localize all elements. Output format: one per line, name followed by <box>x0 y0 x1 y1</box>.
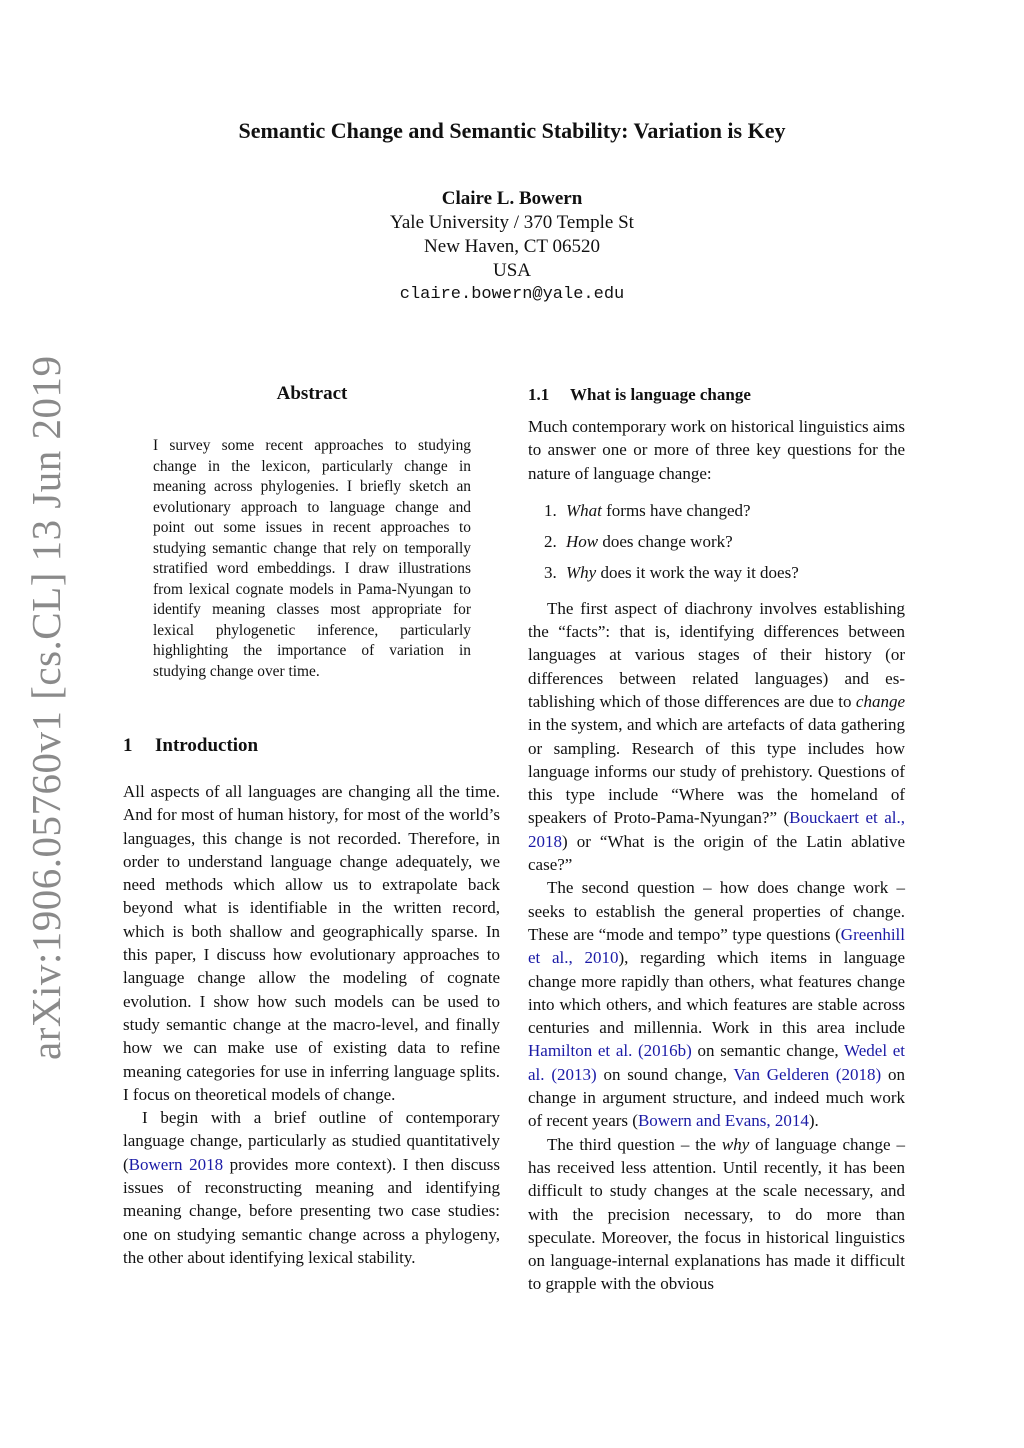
abstract-text: I survey some recent approaches to studying change in the lexicon, particularly change in meaning across phylogenies. I briefly sketch an evolutionary approach to language change and point out some issues in recent approaches to studying semantic change that rely on temporally stratified word embeddings. I draw illustrations from lexical cognate models in Pama-Nyungan to identify meaning classes most appropriate for lexical phylogenetic inference, particularly highlighting the importance of variation in studying change over time. <box>153 437 471 680</box>
text-run: ). <box>808 1111 819 1131</box>
arxiv-watermark: arXiv:1906.05760v1 [cs.CL] 13 Jun 2019 <box>23 355 69 1060</box>
text-run: of language change – has received less attention. Until recently, it has been difficult to study changes at the scale necessary, and with the precision necessary, to do more than speculate. Moreover, the focus in historical linguistics on language-internal explanations has made it difficult to grapple with the obvious <box>528 1134 905 1294</box>
author-email[interactable]: claire.bowern@yale.edu <box>399 285 625 304</box>
section-paragraph-4 <box>528 1133 905 1296</box>
text-run: provides more context). I then discuss issues of reconstructing meaning and identifying meaning change, before presenting two case studies: one on studying semantic change across a phylogeny, the other about identifying lexical stability. <box>123 1154 501 1267</box>
text-run: The third question – the <box>547 1134 722 1154</box>
paper-title: Semantic Change and Semantic Stability: Variation is Key <box>238 118 786 143</box>
text-run: I begin with a brief outline of contemporary language change, particularly as studied quantitatively ( <box>123 1108 500 1174</box>
citation-link[interactable]: Van Gelderen (2018) <box>733 1064 882 1084</box>
section-title: Introduction <box>155 735 259 756</box>
list-number: 1. <box>544 500 557 520</box>
author-city: New Haven, CT 06520 <box>424 236 600 257</box>
author-block <box>0 187 1024 307</box>
emphasis: why <box>721 1134 750 1154</box>
left-column <box>123 734 500 1269</box>
list-text: does it work the way it does? <box>596 563 799 583</box>
list-text: forms have changed? <box>601 500 751 520</box>
list-emphasis: Why <box>566 563 597 583</box>
citation-link[interactable]: Bowern and Evans, 2014 <box>637 1111 809 1131</box>
list-text: does change work? <box>598 532 733 552</box>
text-run: ), regarding which items in language change more rapidly than others, what features change into which others, and which features are stable across centuries and millennia. Work in this area include <box>528 948 905 1038</box>
author-name: Claire L. Bowern <box>441 188 583 209</box>
section-paragraph-1: Much contemporary work on historical linguistics aims to answer one or more of three key questions for the nature of language change: <box>528 417 905 483</box>
text-run: in the system, and which are artefacts of data gathering or sampling. Research of this type includes how language informs our study of prehistory. Questions of this type include “Where was the homeland of speakers of Proto-Pama-Nyungan?” ( <box>528 715 905 828</box>
citation-link[interactable]: Wedel et al. (2013) <box>528 1041 905 1084</box>
list-item <box>544 499 905 522</box>
list-item <box>544 561 905 584</box>
citation-link[interactable]: Hamilton et al. (2016b) <box>528 1041 692 1061</box>
author-country: USA <box>492 260 531 281</box>
text-run: on change in argument structure, and indeed much work of recent years ( <box>528 1064 905 1131</box>
subsection-heading-what-is-language-change <box>528 383 905 407</box>
citation-link[interactable]: Bowern 2018 <box>128 1154 224 1174</box>
section-heading-introduction <box>123 734 500 758</box>
citation-link[interactable]: Bouckaert et al., 2018 <box>528 808 905 851</box>
list-item <box>544 530 905 553</box>
intro-paragraph-1: All aspects of all languages are changing all the time. And for most of human history, for most of the world’s languages, this change is not recorded. Therefore, in order to understand language change adequately, we need methods which allow us to extrapolate back beyond what is identifiable in the written record, which is both shallow and geographically sparse. In this paper, I discuss how evolutionary approaches to language change allow the modeling of cognate evolution. I show how such models can be used to study semantic change at the macro-level, and finally how we can make use of existing data to refine meaning categories for use in inferring language splits. I focus on theoretical models of change. <box>123 782 500 1104</box>
intro-paragraph-2 <box>123 1106 500 1269</box>
abstract-heading: Abstract <box>276 383 348 404</box>
text-run: on sound change, <box>596 1064 734 1084</box>
citation-link[interactable]: Greenhill et al., 2010 <box>528 924 905 968</box>
section-number: 1 <box>123 735 133 756</box>
text-run: The first aspect of diachrony involves establishing the “facts”: that is, identifying differences between languages at various stages of their history (or differences between related languages) and establishing which of those differences are due to <box>528 598 905 711</box>
subsection-title: What is language change <box>570 385 751 404</box>
subsection-number: 1.1 <box>528 385 550 404</box>
text-run: ) or “What is the origin of the Latin ablative case?” <box>528 831 905 875</box>
text-run: on semantic change, <box>691 1041 845 1061</box>
author-affiliation: Yale University / 370 Temple St <box>390 212 634 233</box>
section-paragraph-2 <box>528 597 905 877</box>
section-paragraph-3 <box>528 876 905 1132</box>
list-emphasis: What <box>566 500 602 520</box>
list-number: 3. <box>544 563 557 583</box>
questions-list <box>544 499 905 585</box>
list-emphasis: How <box>566 532 599 552</box>
text-run: The second question – how does change work – seeks to establish the general properties of change. These are “mode and tempo” type questions ( <box>528 878 905 944</box>
emphasis: change <box>855 691 905 711</box>
list-number: 2. <box>544 532 557 552</box>
right-column <box>528 383 905 1296</box>
